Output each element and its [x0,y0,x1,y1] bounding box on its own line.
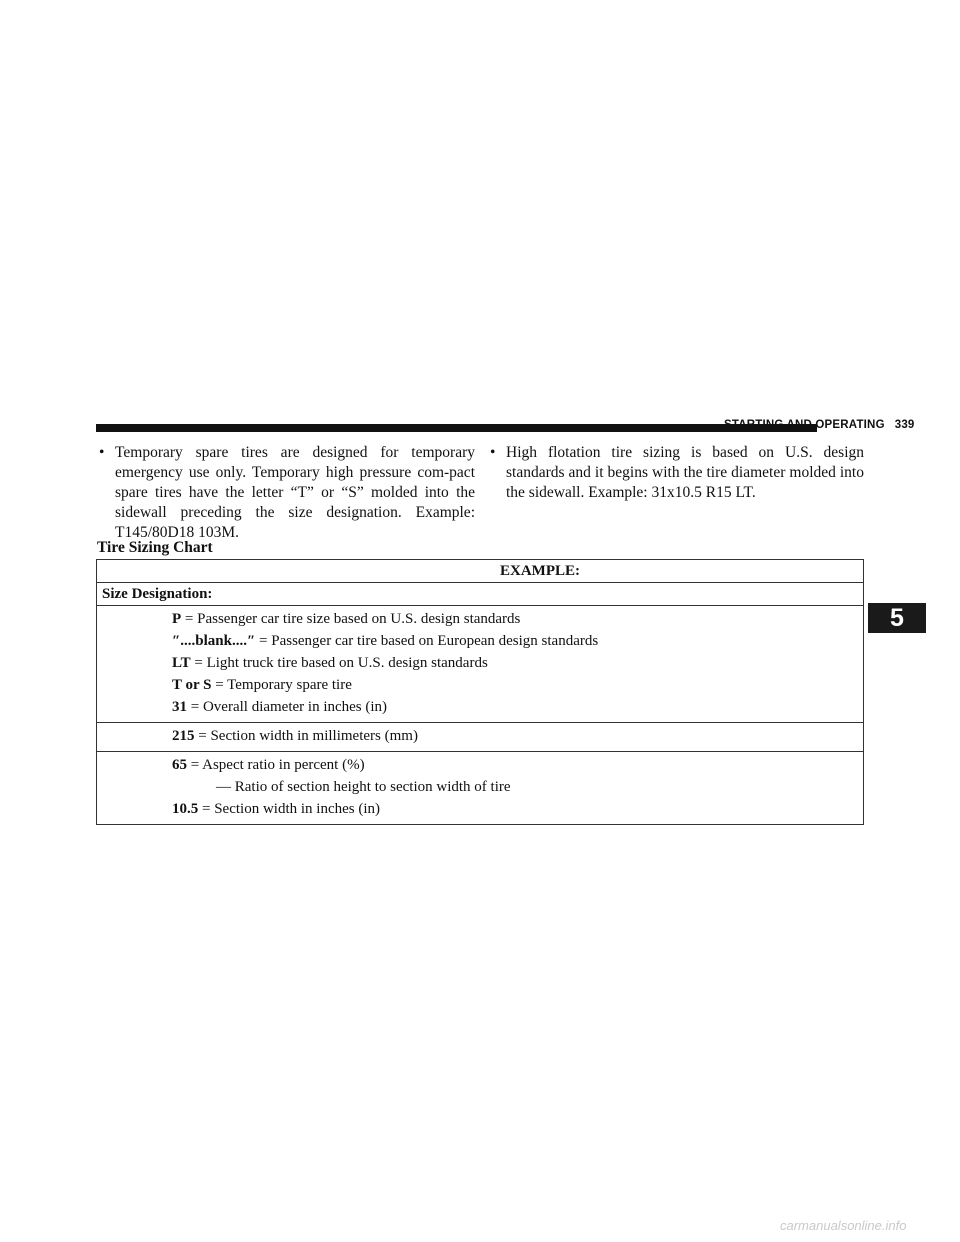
left-column [97,443,475,543]
bullet-icon: • [99,444,105,461]
chart-title: Tire Sizing Chart [97,539,213,556]
definition-text: — Ratio of section height to section width of tire [216,779,511,795]
table-row [97,752,864,825]
definition-group [172,608,863,718]
definition-term: 31 [172,699,187,715]
right-column [488,443,864,503]
table-row [97,723,864,752]
definition-line [172,798,863,820]
definition-term: LT [172,655,191,671]
watermark: carmanualsonline.info [780,1218,907,1233]
definition-text: = Section width in inches (in) [198,801,381,817]
definition-term: ″....blank....″ [172,633,256,649]
definition-line [172,652,863,674]
definition-line [172,696,863,718]
bullet-text: High flotation tire sizing is based on U.S. design standards and it begins with the tire diameter molded into the sidewall. Example: 31x10.5 R15 LT. [506,444,864,501]
definition-text: = Passenger car tire based on European design standards [255,633,599,649]
definition-text: = Section width in millimeters (mm) [194,728,418,744]
header-rule [96,424,817,432]
definition-line [172,725,863,747]
definition-term: 215 [172,728,195,744]
bullet-temporary-spare [97,443,475,543]
bullet-high-flotation [488,443,864,503]
definition-line [172,608,863,630]
definition-text: = Light truck tire based on U.S. design standards [190,655,488,671]
bullet-icon: • [490,444,496,461]
definition-line [172,674,863,696]
definition-text: = Aspect ratio in percent (%) [187,757,365,773]
definition-text: = Overall diameter in inches (in) [187,699,388,715]
definition-term: 10.5 [172,801,199,817]
definition-line [172,776,863,798]
definition-term: P [172,611,182,627]
definition-group [172,754,863,820]
section-title: STARTING AND OPERATING [724,419,885,431]
definition-text: = Passenger car tire size based on U.S. design standards [181,611,521,627]
tire-sizing-table [96,559,864,825]
table-row [97,606,864,723]
definition-line [172,754,863,776]
table-subheader: Size Designation: [97,583,864,606]
running-header [724,419,915,431]
definition-term: 65 [172,757,187,773]
page-number: 339 [894,419,915,431]
table-header: EXAMPLE: [97,560,864,583]
chapter-tab: 5 [868,603,926,633]
bullet-text: Temporary spare tires are designed for temporary emergency use only. Temporary high pressure com-pact spare tires have the letter “T” or “S” molded into the sidewall preceding the size designation. Example: T145/80D18 103M. [115,444,475,541]
definition-term: T or S [172,677,212,693]
definition-group [172,725,863,747]
definition-line [172,630,863,652]
definition-text: = Temporary spare tire [211,677,352,693]
